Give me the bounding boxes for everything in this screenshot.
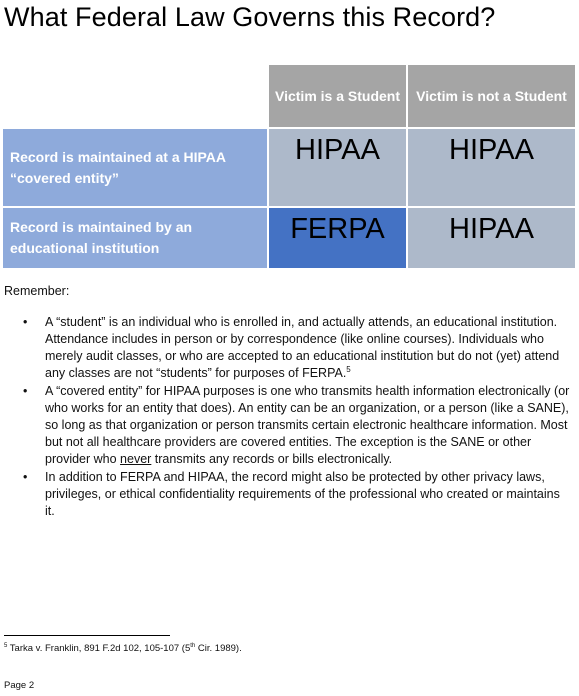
bullet-icon: • xyxy=(23,315,28,329)
cell-educational-student-ferpa: FERPA xyxy=(269,208,406,268)
footnote xyxy=(4,643,242,654)
footnote-citation: Tarka v. Franklin, 891 F.2d 102, 105-107 (5 xyxy=(7,643,191,654)
list-item xyxy=(23,314,573,382)
footnote-marker: 5 xyxy=(4,642,8,649)
bullet-list xyxy=(23,314,573,520)
governing-law-table xyxy=(3,65,575,268)
column-header-student: Victim is a Student xyxy=(269,65,406,127)
list-item xyxy=(23,469,573,520)
row-label-covered-entity: Record is maintained at a HIPAA “covered entity” xyxy=(3,129,267,206)
row-label-educational-institution: Record is maintained by an educational institution xyxy=(3,208,267,268)
bullet-text-covered-entity-end: transmits any records or bills electronically. xyxy=(151,452,393,466)
footnote-reference[interactable]: 5 xyxy=(346,364,351,374)
bullet-icon: • xyxy=(23,384,28,398)
bullet-text-other-protections: In addition to FERPA and HIPAA, the record might also be protected by other privacy laws, privileges, or ethical confidentiality requirements of the professional who created or maintains it. xyxy=(45,470,560,518)
page-number: Page 2 xyxy=(4,680,35,691)
footnote-ordinal: th xyxy=(190,642,196,649)
cell-covered-entity-not-student: HIPAA xyxy=(408,129,575,206)
page-title: What Federal Law Governs this Record? xyxy=(4,2,496,32)
remember-label: Remember: xyxy=(4,284,70,298)
column-header-not-student: Victim is not a Student xyxy=(408,65,575,127)
footnote-divider xyxy=(4,635,170,636)
footnote-citation-end: Cir. 1989). xyxy=(195,643,242,654)
bullet-icon: • xyxy=(23,470,28,484)
underlined-word: never xyxy=(120,452,152,466)
bullet-text-covered-entity: A “covered entity” for HIPAA purposes is one who transmits health information electronically (or who works for an entity that does). An entity can be an organization, or a person (like a SANE), so long as that organization or person transmits certain electronic healthcare information. Most but not all healthcare providers are covered entities. The exception is the SANE or other provider who xyxy=(45,384,570,466)
list-item xyxy=(23,383,573,468)
cell-covered-entity-student: HIPAA xyxy=(269,129,406,206)
cell-educational-not-student: HIPAA xyxy=(408,208,575,268)
bullet-text-student: A “student” is an individual who is enrolled in, and actually attends, an educational institution. Attendance includes in person or by correspondence (like online courses). Individuals who merely audit classes, or who are accepted to an educational institution but do not (yet) attend any classes are not “students” for purposes of FERPA. xyxy=(45,315,560,380)
